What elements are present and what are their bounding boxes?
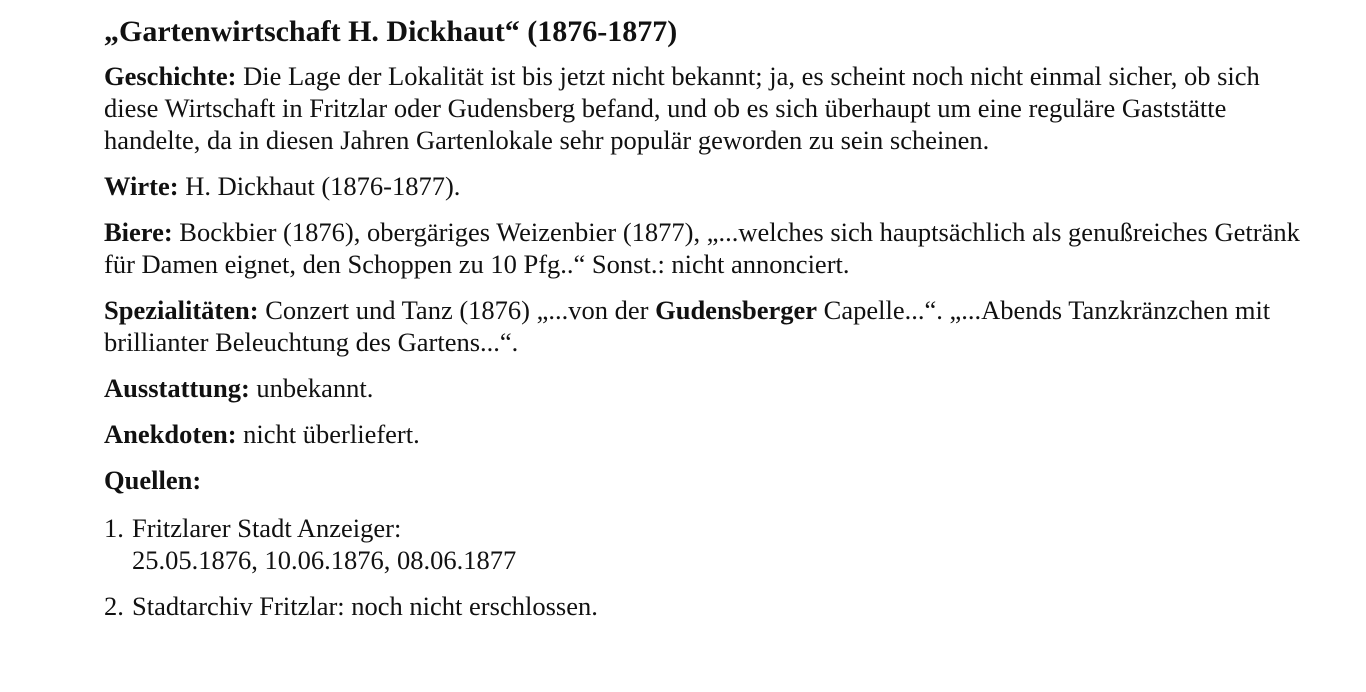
document-page <box>104 12 1319 636</box>
geschichte-label: Geschichte: <box>104 61 237 91</box>
page-title: „Gartenwirtschaft H. Dickhaut“ (1876-1877) <box>104 15 678 48</box>
source-line: Stadtarchiv Fritzlar: noch nicht erschlossen. <box>132 591 598 621</box>
source-number: 2. <box>104 591 124 621</box>
section-geschichte <box>104 60 1319 156</box>
source-number: 1. <box>104 513 124 543</box>
biere-label: Biere: <box>104 217 173 247</box>
source-line: Fritzlarer Stadt Anzeiger: <box>132 513 402 543</box>
ausstattung-text: unbekannt. <box>249 373 374 403</box>
spezialitaeten-text-after: Capelle...“. „...Abends Tanzkränzchen mit brillianter Beleuchtung des Gartens...“. <box>104 295 1271 357</box>
biere-text: Bockbier (1876), obergäriges Weizenbier (1877), „...welches sich hauptsächlich als genußreiches Getränk für Damen eignet, den Schoppen zu 10 Pfg..“ Sonst.: nicht annonciert. <box>104 217 1300 279</box>
section-anekdoten <box>104 418 1319 450</box>
quellen-heading: Quellen: <box>104 465 202 495</box>
source-list-item <box>104 512 1319 576</box>
anekdoten-text: nicht überliefert. <box>236 419 420 449</box>
source-body <box>132 590 1319 622</box>
source-dates: 25.05.1876, 10.06.1876, 08.06.1877 <box>132 545 517 575</box>
section-biere <box>104 216 1319 280</box>
spezialitaeten-label: Spezialitäten: <box>104 295 259 325</box>
geschichte-text: Die Lage der Lokalität ist bis jetzt nicht bekannt; ja, es scheint noch nicht einmal sicher, ob sich diese Wirtschaft in Fritzlar oder Gudensberg befand, und ob es sich überhaupt um eine reguläre Gaststätte handelte, da in diesen Jahren Gartenlokale sehr populär geworden zu sein scheinen. <box>104 61 1260 155</box>
wirte-text: H. Dickhaut (1876-1877). <box>178 171 461 201</box>
spezialitaeten-bold-word: Gudensberger <box>655 295 818 325</box>
section-wirte <box>104 170 1319 202</box>
section-spezialitaeten <box>104 294 1319 358</box>
spezialitaeten-text-before: Conzert und Tanz (1876) „...von der <box>258 295 656 325</box>
section-ausstattung <box>104 372 1319 404</box>
anekdoten-label: Anekdoten: <box>104 419 237 449</box>
wirte-label: Wirte: <box>104 171 179 201</box>
source-body <box>132 512 1319 576</box>
ausstattung-label: Ausstattung: <box>104 373 250 403</box>
source-list-item <box>104 590 1319 622</box>
